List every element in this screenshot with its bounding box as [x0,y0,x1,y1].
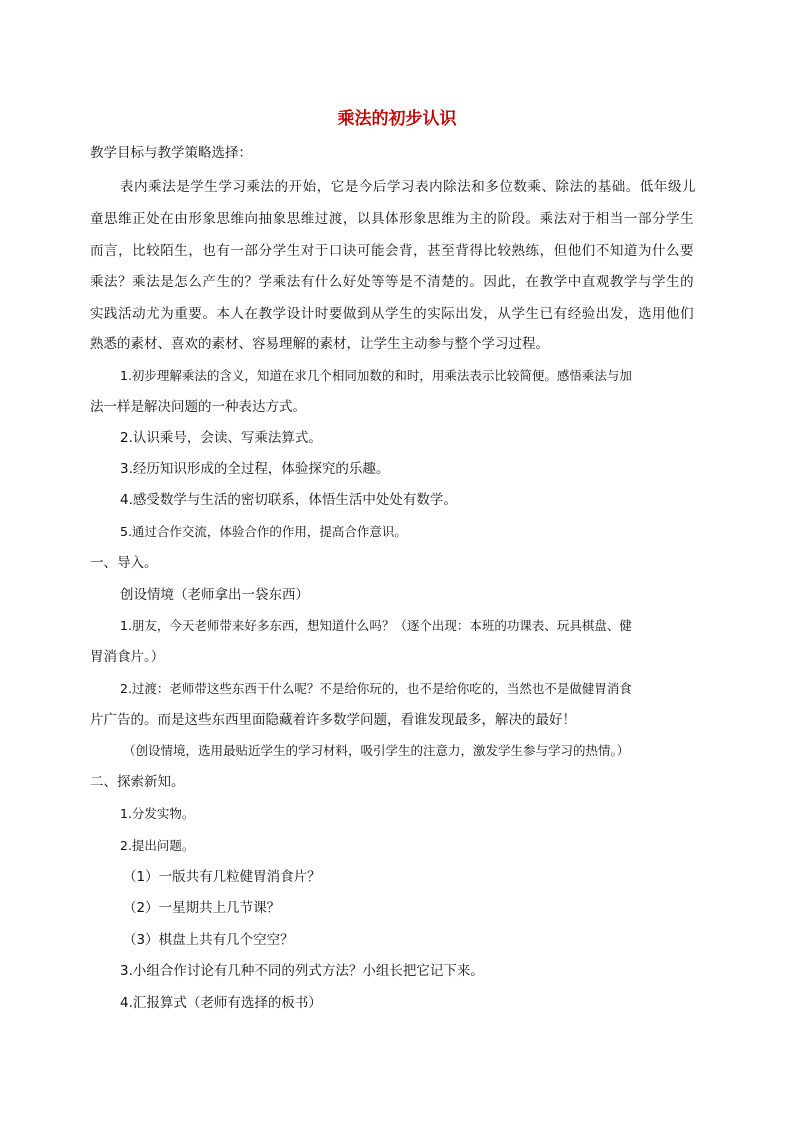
goal-1-line-2: 法一样是解决问题的一种表达方式。 [90,399,306,415]
section-1-step-1-line-2: 胃消食片。） [90,649,165,665]
section-2-step-1: 1.分发实物。 [120,806,195,821]
intro-line-4: 乘法？乘法是怎么产生的？学乘法有什么好处等等是不清楚的。因此，在教学中直观教学与学生的 [90,274,695,290]
intro-line-2: 童思维正处在由形象思维向抽象思维过渡，以具体形象思维为主的阶段。乘法对于相当一部分学生 [90,211,695,227]
intro-line-1: 表内乘法是学生学习乘法的开始，它是今后学习表内除法和多位数乘、除法的基础。低年级儿 [120,179,697,195]
section-1-step-2-line-2: 片广告的。而是这些东西里面隐藏着许多数学问题，看谁发现最多，解决的最好！ [90,712,576,728]
section-2-step-3: 3.小组合作讨论有几种不同的列式方法？小组长把它记下来。 [120,963,484,979]
question-1: （1）一版共有几粒健胃消食片？ [123,869,321,885]
document-title: 乘法的初步认识 [337,109,457,129]
section-2-heading: 二、探索新知。 [90,774,185,790]
intro-line-5: 实践活动尤为重要。本人在教学设计时要做到从学生的实际出发，从学生已有经验出发，选用他们 [90,306,695,322]
intro-line-3: 而言，比较陌生，也有一部分学生对于口诀可能会背，甚至背得比较熟练，但他们不知道为什么要 [90,243,695,259]
question-3: （3）棋盘上共有几个空空？ [123,932,294,948]
section-1-note: （创设情境，选用最贴近学生的学习材料，吸引学生的注意力，激发学生参与学习的热情。） [123,743,630,758]
section-1-step-1-line-1: 1.朋友，今天老师带来好多东西，想知道什么吗？（逐个出现：本班的功课表、玩具棋盘、健 [120,618,632,633]
question-2: （2）一星期共上几节课？ [123,900,281,916]
goal-5: 5.通过合作交流，体验合作的作用，提高合作意识。 [120,524,407,539]
goal-4: 4.感受数学与生活的密切联系，体悟生活中处处有数学。 [120,492,457,508]
goal-2: 2.认识乘号，会读、写乘法算式。 [120,430,322,446]
section-1-heading: 一、导入。 [90,555,158,571]
goal-1-line-1: 1.初步理解乘法的含义，知道在求几个相同加数的和时，用乘法表示比较简便。感悟乘法与加 [120,368,632,383]
intro-line-6: 熟悉的素材、喜欢的素材、容易理解的素材，让学生主动参与整个学习过程。 [90,336,549,352]
section-2-step-4: 4.汇报算式（老师有选择的板书） [120,995,322,1011]
section-1-scene: 创设情境（老师拿出一袋东西） [120,587,309,603]
goal-3: 3.经历知识形成的全过程，体验探究的乐趣。 [120,461,390,477]
goals-heading: 教学目标与教学策略选择： [90,145,252,161]
section-2-step-2: 2.提出问题。 [120,838,195,853]
section-1-step-2-line-1: 2.过渡：老师带这些东西干什么呢？不是给你玩的，也不是给你吃的，当然也不是做健胃消食 [120,681,632,696]
